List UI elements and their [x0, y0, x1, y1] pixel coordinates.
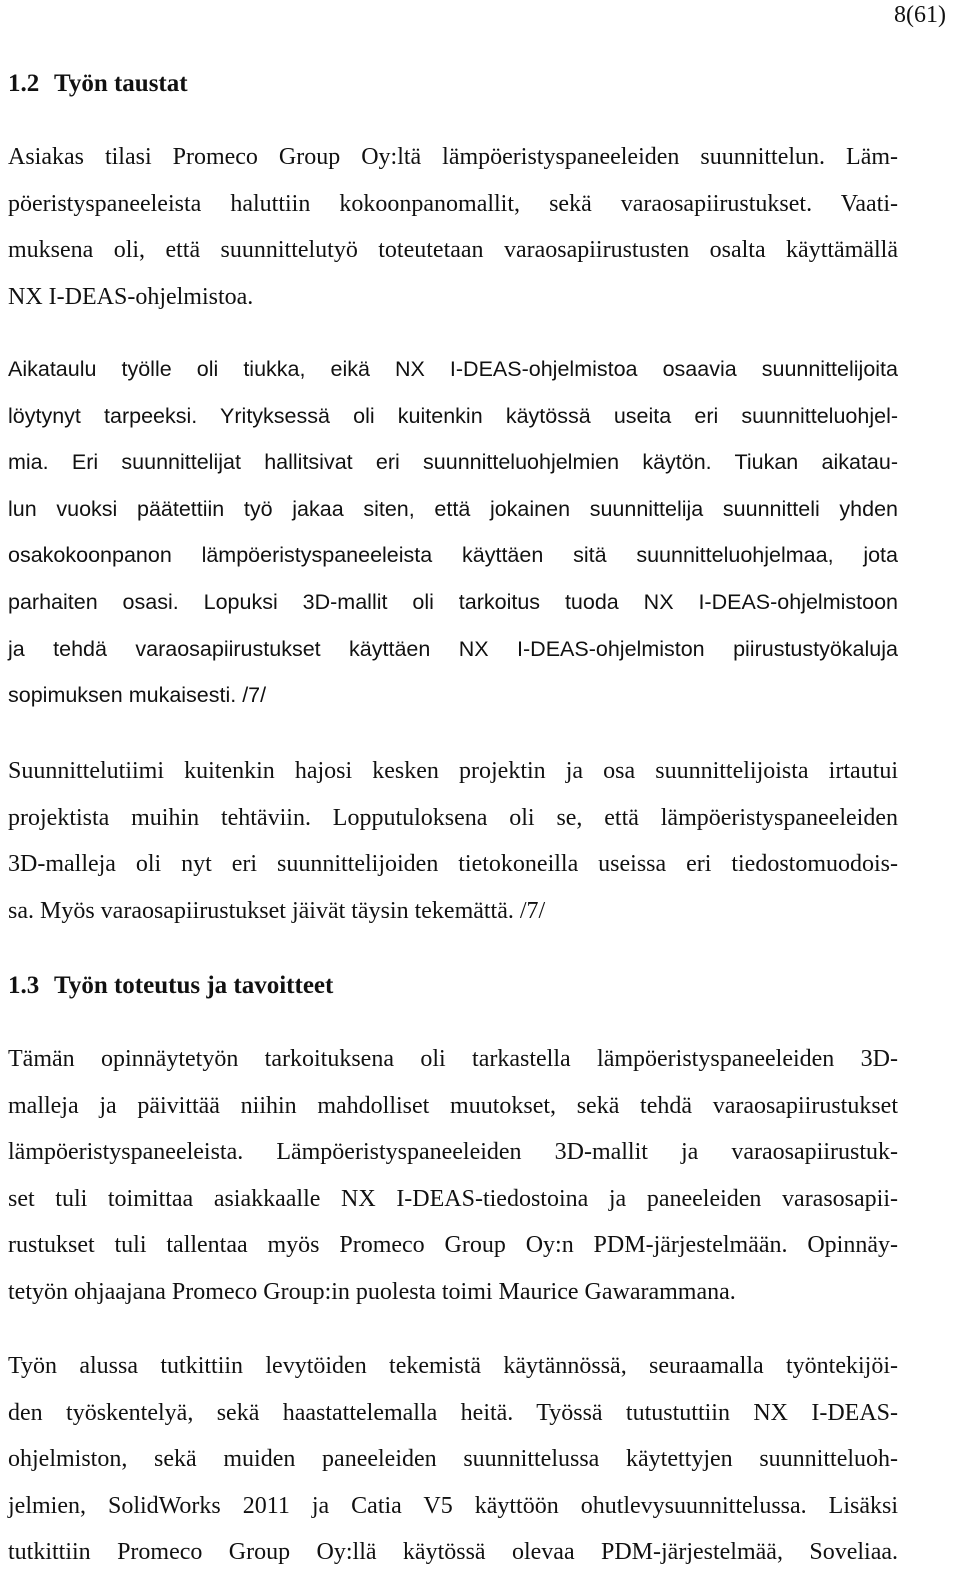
text-line: ja tehdä varaosapiirustukset käyttäen NX I-DEAS-ohjelmiston piirustustyökaluja	[8, 636, 898, 661]
text-line: lun vuoksi päätettiin työ jakaa siten, että jokainen suunnittelija suunnitteli yhden	[8, 496, 898, 521]
paragraph-thesis-goal	[8, 1036, 898, 1316]
text-line: sa. Myös varaosapiirustukset jäivät täysin tekemättä. /7/	[8, 897, 546, 924]
section-number: 1.3	[8, 972, 40, 999]
text-line: Aikataulu työlle oli tiukka, eikä NX I-DEAS-ohjelmistoa osaavia suunnittelijoita	[8, 357, 898, 381]
text-line: pöeristyspaneeleista haluttiin kokoonpanomallit, sekä varaosapiirustukset. Vaati-	[8, 190, 898, 217]
section-title: Työn taustat	[54, 70, 188, 97]
section-heading-1-2	[8, 68, 188, 100]
paragraph-team-breakup	[8, 748, 898, 934]
text-line: mia. Eri suunnittelijat hallitsivat eri suunnitteluohjelmien käytön. Tiukan aikatau-	[8, 450, 898, 475]
text-line: 3D-malleja oli nyt eri suunnittelijoiden tietokoneilla useissa eri tiedostomuodois-	[8, 851, 898, 878]
text-line: Tämän opinnäytetyön tarkoituksena oli tarkastella lämpöeristyspaneeleiden 3D-	[8, 1046, 898, 1072]
text-line: Työn alussa tutkittiin levytöiden tekemistä käytännössä, seuraamalla työntekijöi-	[8, 1353, 898, 1379]
text-line: parhaiten osasi. Lopuksi 3D-mallit oli tarkoitus tuoda NX I-DEAS-ohjelmistoon	[8, 589, 898, 614]
text-line: ohjelmiston, sekä muiden paneeleiden suunnittelussa käytettyjen suunnitteluoh-	[8, 1446, 898, 1473]
paragraph-work-start	[8, 1343, 898, 1576]
text-line: osakokoonpanon lämpöeristyspaneeleista käyttäen sitä suunnitteluohjelmaa, jota	[8, 543, 898, 568]
text-line: NX I-DEAS-ohjelmistoa.	[8, 283, 254, 310]
page-number: 8(61)	[894, 2, 946, 28]
text-line: lämpöeristyspaneeleista. Lämpöeristyspaneeleiden 3D-mallit ja varaosapiirustuk-	[8, 1139, 898, 1166]
text-line: sopimuksen mukaisesti. /7/	[8, 683, 267, 708]
text-line: jelmien, SolidWorks 2011 ja Catia V5 käyttöön ohutlevysuunnittelussa. Lisäksi	[8, 1492, 898, 1519]
section-number: 1.2	[8, 70, 40, 97]
section-title: Työn toteutus ja tavoitteet	[54, 972, 334, 999]
paragraph-client-order	[8, 134, 898, 320]
text-line: projektista muihin tehtäviin. Lopputuloksena oli se, että lämpöeristyspaneeleiden	[8, 804, 898, 831]
text-line: muksena oli, että suunnittelutyö toteutetaan varaosapiirustusten osalta käyttämällä	[8, 237, 898, 264]
text-line: Asiakas tilasi Promeco Group Oy:ltä lämpöeristyspaneeleiden suunnittelun. Läm-	[8, 144, 898, 170]
text-line: tutkittiin Promeco Group Oy:llä käytössä olevaa PDM-järjestelmää, Soveliaa.	[8, 1539, 898, 1566]
paragraph-schedule	[8, 346, 898, 719]
text-line: tetyön ohjaajana Promeco Group:in puolesta toimi Maurice Gawarammana.	[8, 1278, 736, 1305]
text-line: set tuli toimittaa asiakkaalle NX I-DEAS-tiedostoina ja paneeleiden varasosapii-	[8, 1185, 898, 1212]
text-line: rustukset tuli tallentaa myös Promeco Group Oy:n PDM-järjestelmään. Opinnäy-	[8, 1232, 898, 1259]
section-heading-1-3	[8, 970, 333, 1002]
text-line: malleja ja päivittää niihin mahdolliset muutokset, sekä tehdä varaosapiirustukset	[8, 1092, 898, 1119]
text-line: Suunnittelutiimi kuitenkin hajosi kesken projektin ja osa suunnittelijoista irtautui	[8, 758, 898, 784]
text-line: den työskentelyä, sekä haastattelemalla heitä. Työssä tutustuttiin NX I-DEAS-	[8, 1399, 898, 1426]
text-line: löytynyt tarpeeksi. Yrityksessä oli kuitenkin käytössä useita eri suunnitteluohjel-	[8, 403, 898, 428]
